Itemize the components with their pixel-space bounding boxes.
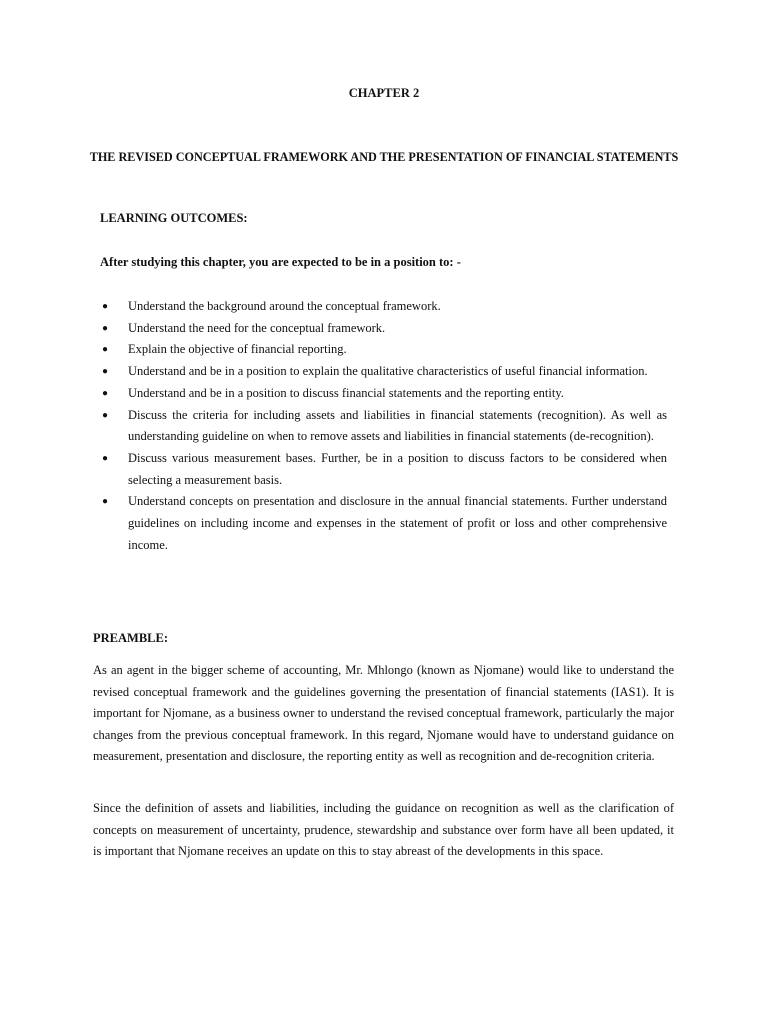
learning-outcomes-intro: After studying this chapter, you are expected to be in a position to: - xyxy=(100,255,461,269)
bullet-icon: ● xyxy=(102,409,109,421)
list-item-text: Understand the need for the conceptual framework. xyxy=(128,320,386,335)
list-item-text: Understand and be in a position to discuss financial statements and the reporting entity. xyxy=(128,385,564,400)
bullet-icon: ● xyxy=(102,452,109,464)
preamble-paragraph: Since the definition of assets and liabilities, including the guidance on recognition as well as the clarification of concepts on measurement of uncertainty, prudence, stewardship and substance over form have all been updated, it is important that Njomane receives an update on this to stay abreast of the developments in this space. xyxy=(93,801,674,859)
bullet-icon: ● xyxy=(102,344,109,356)
chapter-title: CHAPTER 2 xyxy=(348,86,420,100)
list-item xyxy=(100,383,667,405)
chapter-heading: THE REVISED CONCEPTUAL FRAMEWORK AND THE PRESENTATION OF FINANCIAL STATEMENTS xyxy=(89,150,679,164)
bullet-icon: ● xyxy=(102,387,109,399)
list-item-text: Discuss the criteria for including assets and liabilities in financial statements (recognition). As well as understanding guideline on when to remove assets and liabilities in financial statements (de-recognition). xyxy=(128,407,667,444)
list-item xyxy=(100,405,667,448)
list-item xyxy=(100,339,667,361)
list-item xyxy=(100,318,667,340)
bullet-icon: ● xyxy=(102,496,109,508)
learning-outcomes-heading: LEARNING OUTCOMES: xyxy=(100,211,248,225)
list-item-text: Understand and be in a position to explain the qualitative characteristics of useful financial information. xyxy=(128,364,648,379)
list-item-text: Understand the background around the conceptual framework. xyxy=(128,299,441,313)
list-item xyxy=(100,296,667,318)
list-item xyxy=(100,361,667,383)
list-item-text: Discuss various measurement bases. Further, be in a position to discuss factors to be considered when selecting a measurement basis. xyxy=(128,450,667,487)
list-item xyxy=(100,491,667,556)
list-item-text: Explain the objective of financial reporting. xyxy=(128,342,347,357)
bullet-icon: ● xyxy=(102,322,109,334)
preamble-heading: PREAMBLE: xyxy=(93,631,168,645)
bullet-icon: ● xyxy=(102,366,109,378)
list-item-text: Understand concepts on presentation and disclosure in the annual financial statements. Further understand guidelines on including income and expenses in the statement of profit or loss and other comprehensive income. xyxy=(128,494,667,552)
preamble-paragraph: As an agent in the bigger scheme of accounting, Mr. Mhlongo (known as Njomane) would like to understand the revised conceptual framework and the guidelines governing the presentation of financial statements (IAS1). It is important for Njomane, as a business owner to understand the revised conceptual framework, particularly the major changes from the previous conceptual framework. In this regard, Njomane would have to understand guidance on measurement, presentation and disclosure, the reporting entity as well as recognition and de-recognition criteria. xyxy=(93,663,674,764)
bullet-icon: ● xyxy=(102,301,109,312)
list-item xyxy=(100,448,667,491)
learning-outcomes-list xyxy=(100,296,667,556)
